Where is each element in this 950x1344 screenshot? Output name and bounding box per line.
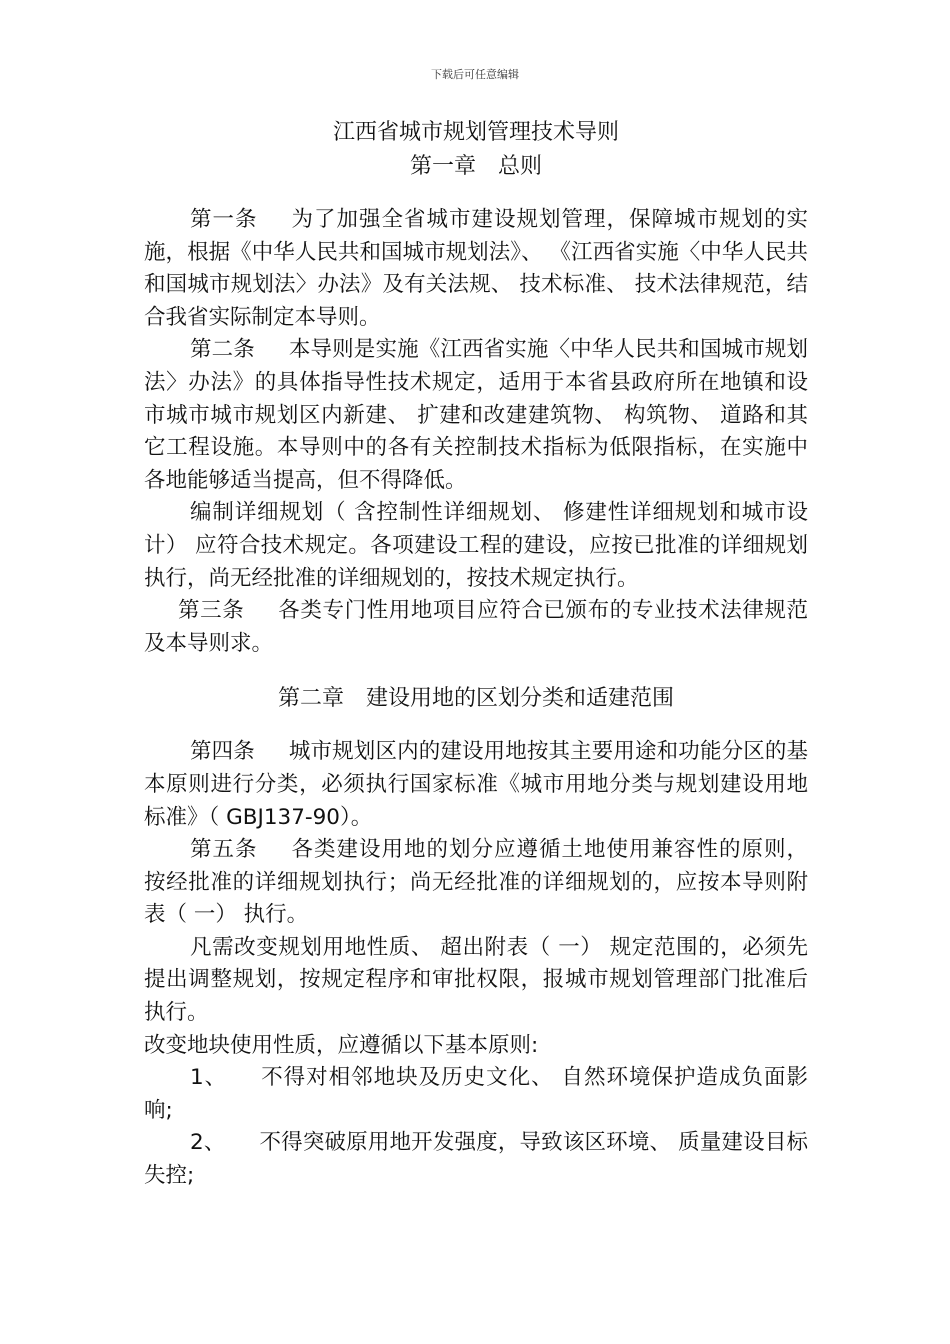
list-item-1-text: 不得对相邻地块及历史文化、 自然环境保护造成负面影响;	[144, 1065, 808, 1123]
article-1	[144, 204, 808, 334]
header-note: 下载后可任意编辑	[431, 68, 519, 81]
article-5-text: 各类建设用地的划分应遵循土地使用兼容性的原则， 按经批准的详细规划执行；尚无经批准的详细规划的，应按本导则附表（ 一） 执行。	[144, 837, 808, 928]
article-3	[144, 595, 808, 660]
article-3-text: 各类专门性用地项目应符合已颁布的专业技术法律规范及本导则求。	[144, 598, 808, 656]
article-2-label: 第二条	[190, 337, 255, 363]
article-4	[144, 736, 808, 834]
list-item-2-label: 2、	[190, 1130, 226, 1156]
list-item-2	[144, 1127, 808, 1192]
document-body	[144, 116, 808, 1193]
paragraph-principles: 改变地块使用性质，应遵循以下基本原则:	[144, 1032, 539, 1058]
chapter-2-heading: 第二章 建设用地的区划分类和适建范围	[277, 686, 674, 712]
list-item-2-text: 不得突破原用地开发强度，导致该区环境、 质量建设目标失控;	[144, 1130, 808, 1189]
chapter-1-heading: 第一章 总则	[409, 154, 542, 179]
article-3-label: 第三条	[178, 598, 245, 624]
article-4-text: 城市规划区内的建设用地按其主要用途和功能分区的基本原则进行分类，必须执行国家标准《城市用地分类与规划建设用地标准》（ GBJ137-90）。	[144, 739, 808, 830]
article-4-label: 第四条	[190, 739, 255, 765]
document-title: 江西省城市规划管理技术导则	[332, 120, 619, 145]
article-1-text: 为了加强全省城市建设规划管理，保障城市规划的实施，根据《中华人民共和国城市规划法》、 《江西省实施〈中华人民共和国城市规划法〉办法》及有关法规、 技术标准、 技术法律规范，结合我省实际制定本导则。	[144, 207, 808, 330]
list-item-1	[144, 1062, 808, 1127]
paragraph-change-use: 凡需改变规划用地性质、 超出附表（ 一） 规定范围的，必须先提出调整规划，按规定程序和审批权限，报城市规划管理部门批准后执行。	[144, 934, 808, 1026]
article-2	[144, 334, 808, 497]
article-1-label: 第一条	[190, 207, 258, 232]
article-5-label: 第五条	[190, 837, 258, 863]
article-2-text: 本导则是实施《江西省实施〈中华人民共和国城市规划法〉办法》的具体指导性技术规定，适用于本省县政府所在地镇和设市城市城市规划区内新建、 扩建和改建建筑物、 构筑物、 道路和其它工程设施。本导则中的各有关控制技术指标为低限指标，在实施中各地能够适当提高，但不得降低。	[144, 337, 808, 493]
list-item-1-label: 1、	[190, 1065, 228, 1091]
paragraph-detailed-plan: 编制详细规划（ 含控制性详细规划、 修建性详细规划和城市设计） 应符合技术规定。各项建设工程的建设，应按已批准的详细规划执行，尚无经批准的详细规划的，按技术规定执行。	[144, 500, 808, 591]
article-5	[144, 834, 808, 932]
